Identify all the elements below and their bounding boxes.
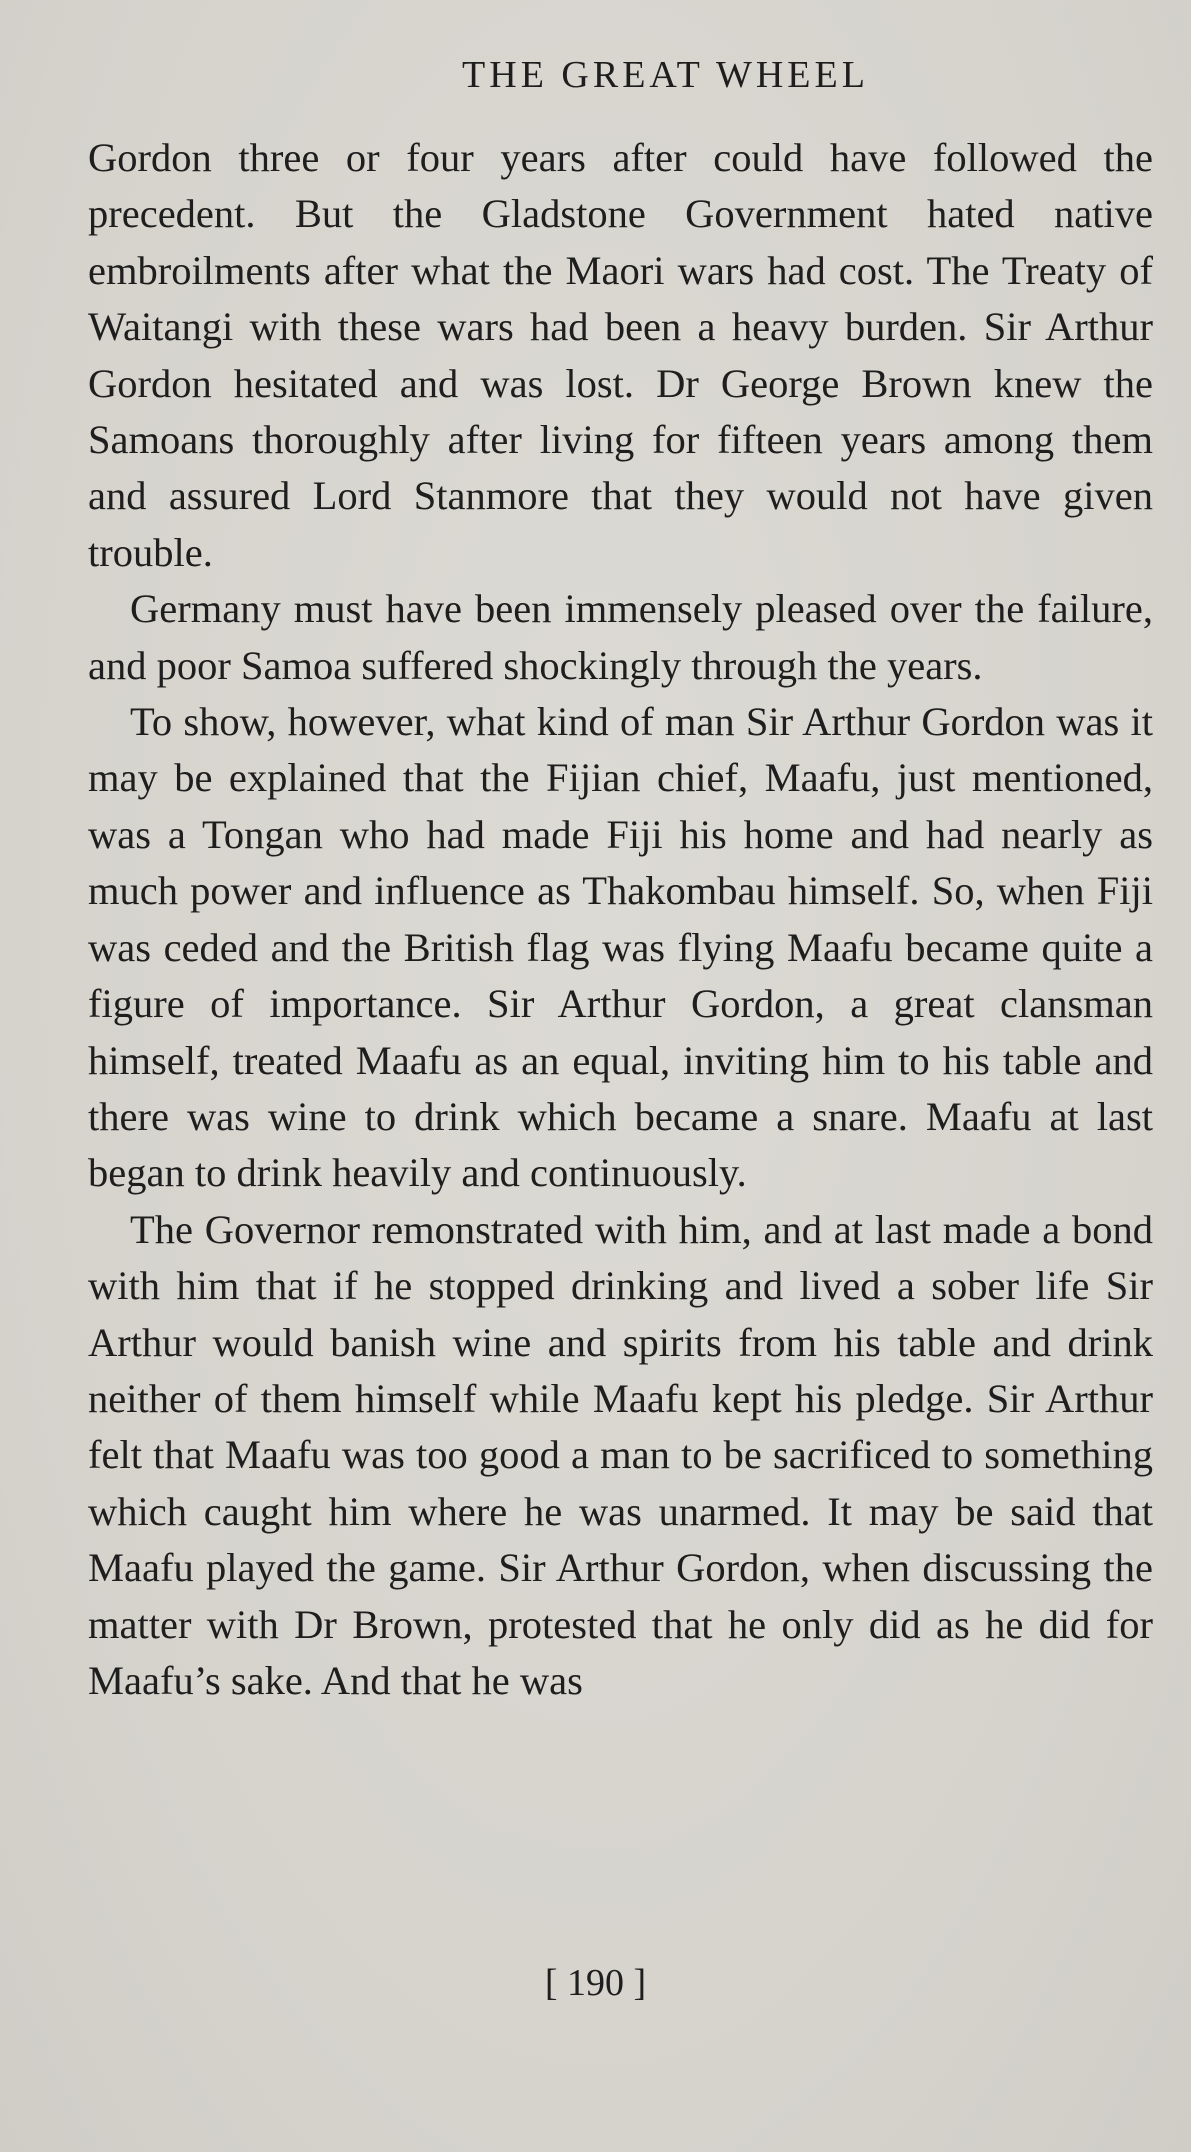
body-text	[88, 130, 1153, 1709]
paragraph: Gordon three or four years after could have followed the precedent. But the Gladstone Government hated native embroilments after what the Maori wars had cost. The Treaty of Waitangi with these wars had been a heavy burden. Sir Arthur Gordon hesitated and was lost. Dr George Brown knew the Samoans thoroughly after living for fifteen years among them and assured Lord Stanmore that they would not have given trouble.	[88, 135, 1153, 575]
paragraph: Germany must have been immensely pleased over the failure, and poor Samoa suffered shockingly through the years.	[88, 586, 1153, 688]
page-number: [ 190 ]	[544, 1962, 647, 2004]
running-head: THE GREAT WHEEL	[462, 54, 869, 96]
paragraph: The Governor remonstrated with him, and at last made a bond with him that if he stopped drinking and lived a sober life Sir Arthur would banish wine and spirits from his table and drink neither of them himself while Maafu kept his pledge. Sir Arthur felt that Maafu was too good a man to be sacrificed to something which caught him where he was unarmed. It may be said that Maafu played the game. Sir Arthur Gordon, when discussing the matter with Dr Brown, protested that he only did as he did for Maafu’s sake. And that he was	[88, 1206, 1153, 1703]
paragraph: To show, however, what kind of man Sir Arthur Gordon was it may be explained that the Fijian chief, Maafu, just mentioned, was a Tongan who had made Fiji his home and had nearly as much power and influence as Thakombau himself. So, when Fiji was ceded and the British flag was flying Maafu became quite a figure of importance. Sir Arthur Gordon, a great clansman himself, treated Maafu as an equal, inviting him to his table and there was wine to drink which became a snare. Maafu at last began to drink heavily and continuously.	[88, 699, 1153, 1196]
book-page	[88, 50, 1153, 1709]
